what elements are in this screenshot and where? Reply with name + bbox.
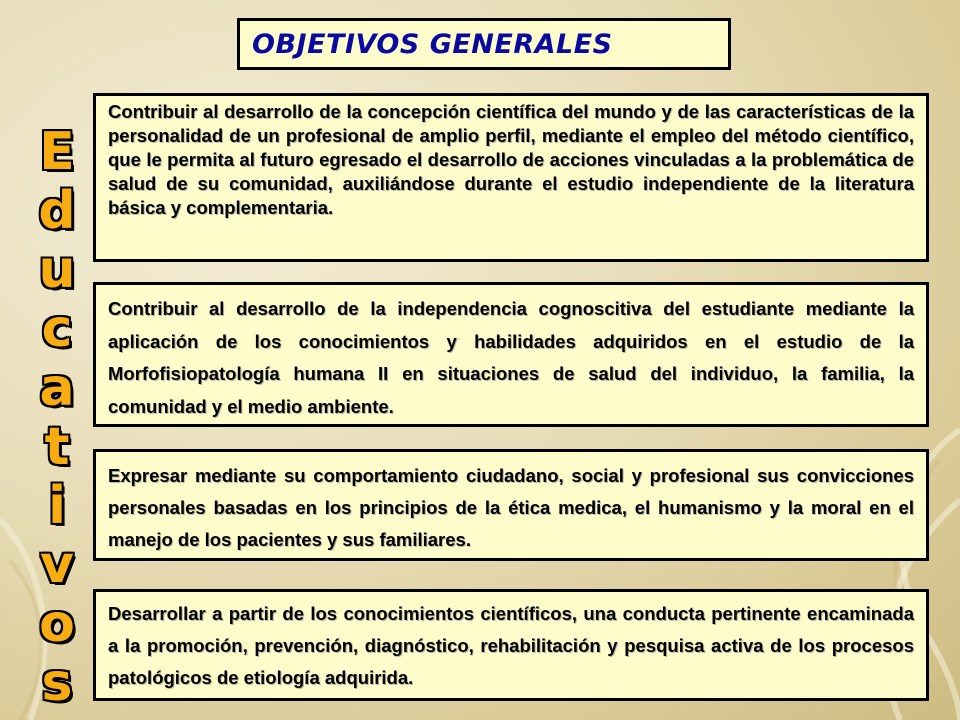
side-letter: o: [39, 594, 75, 654]
side-letter: s: [41, 653, 73, 713]
side-letter: i: [48, 476, 66, 536]
side-letter: v: [40, 535, 74, 595]
side-letter: d: [38, 181, 76, 241]
objective-text: Contribuir al desarrollo de la independencia cognoscitiva del estudiante mediante la aplicación de los conocimientos y habilidades adquiridos en el estudio de la Morfofisiopatología humana II en situaciones de salud del individuo, la familia, la comunidad y el medio ambiente.: [108, 298, 914, 417]
vertical-word-educativos: [32, 123, 82, 713]
objective-text: Expresar mediante su comportamiento ciudadano, social y profesional sus convicciones personales basadas en los principios de la ética medica, el humanismo y la moral en el manejo de los pacientes y sus familiares.: [108, 465, 914, 550]
objective-card-4: [93, 589, 929, 701]
side-letter: c: [41, 299, 73, 359]
objective-card-3: [93, 449, 929, 561]
side-letter: a: [39, 358, 75, 418]
title-box: [237, 18, 731, 70]
objective-card-1: [93, 93, 929, 262]
objective-text: Contribuir al desarrollo de la concepción científica del mundo y de las características de la personalidad de un profesional de amplio perfil, mediante el empleo del método científico, que le permita al futuro egresado el desarrollo de acciones vinculadas a la problemática de salud de su comunidad, auxiliándose durante el estudio independiente de la literatura básica y complementaria.: [108, 101, 914, 218]
objective-text: Desarrollar a partir de los conocimientos científicos, una conducta pertinente encaminada a la promoción, prevención, diagnóstico, rehabilitación y pesquisa activa de los procesos patológicos de etiología adquirida.: [108, 603, 914, 688]
page-title: OBJETIVOS GENERALES: [252, 28, 613, 60]
side-letter: t: [44, 417, 70, 477]
objective-card-2: [93, 282, 929, 427]
side-letter: E: [39, 122, 75, 182]
side-letter: u: [38, 240, 76, 300]
